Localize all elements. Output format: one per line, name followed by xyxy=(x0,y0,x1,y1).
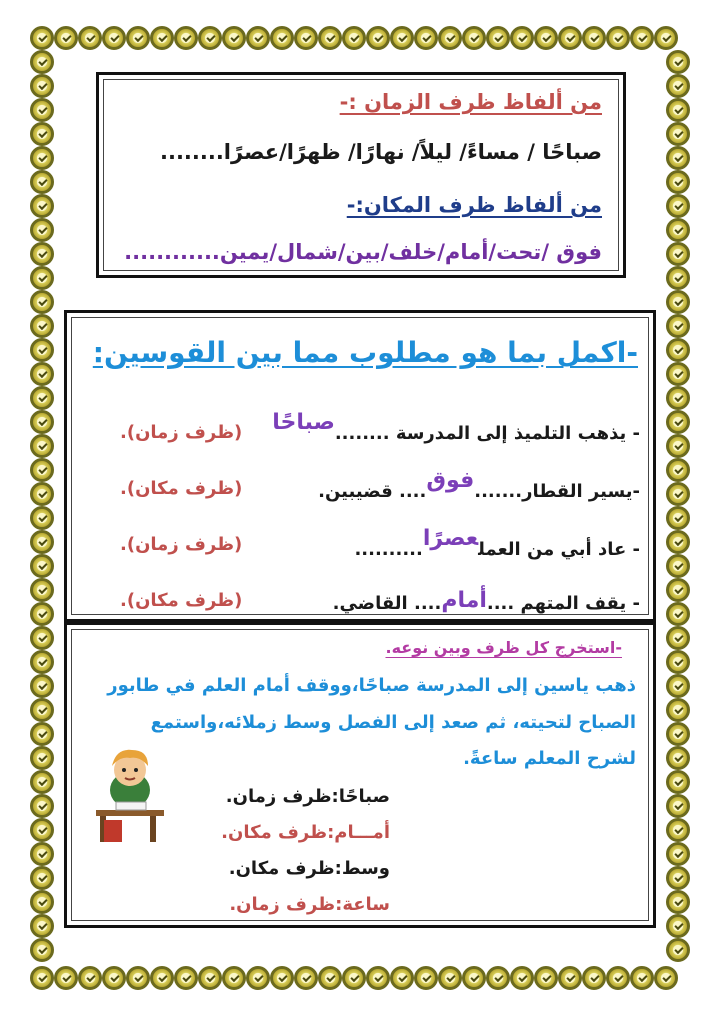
ring-icon xyxy=(438,26,462,50)
ring-icon xyxy=(666,698,690,722)
ring-icon xyxy=(30,866,54,890)
ring-icon xyxy=(510,966,534,990)
ring-icon xyxy=(30,554,54,578)
ring-icon xyxy=(30,146,54,170)
ring-icon xyxy=(414,26,438,50)
ring-icon xyxy=(366,26,390,50)
ring-icon xyxy=(126,26,150,50)
ring-icon xyxy=(174,966,198,990)
bottom-border xyxy=(30,966,678,990)
ring-icon xyxy=(666,770,690,794)
ring-icon xyxy=(78,966,102,990)
ring-icon xyxy=(666,458,690,482)
ring-icon xyxy=(438,966,462,990)
row-3-hint: (ظرف زمان). xyxy=(120,534,243,555)
time-words: صباحًا / مساءً/ ليلاً/ نهارًا/ ظهرًا/عصرًا........ xyxy=(159,140,602,164)
ring-icon xyxy=(666,50,690,74)
ring-icon xyxy=(30,122,54,146)
ring-icon xyxy=(666,506,690,530)
ring-icon xyxy=(30,698,54,722)
ring-icon xyxy=(270,966,294,990)
ring-icon xyxy=(30,194,54,218)
ring-icon xyxy=(666,170,690,194)
ring-icon xyxy=(666,218,690,242)
row-4-before: - يقف المتهم .... xyxy=(486,593,640,614)
paragraph-line-1: ذهب ياسين إلى المدرسة صباحًا،ووقف أمام العلم في طابور xyxy=(107,675,636,696)
ring-icon xyxy=(30,674,54,698)
ring-icon xyxy=(30,218,54,242)
ring-icon xyxy=(534,966,558,990)
time-heading: من ألفاظ ظرف الزمان :- xyxy=(339,90,602,114)
ring-icon xyxy=(342,966,366,990)
row-2 xyxy=(318,468,640,503)
row-1-before: - يذهب التلميذ إلى المدرسة ........ xyxy=(334,423,640,444)
ring-icon xyxy=(30,626,54,650)
ring-icon xyxy=(666,866,690,890)
place-heading: من ألفاظ ظرف المكان:- xyxy=(346,193,602,217)
ring-icon xyxy=(666,410,690,434)
ring-icon xyxy=(534,26,558,50)
answer-3: وسط:ظرف مكان. xyxy=(228,858,390,879)
ring-icon xyxy=(30,794,54,818)
ring-icon xyxy=(558,966,582,990)
ring-icon xyxy=(666,674,690,698)
right-border xyxy=(666,50,690,962)
ring-icon xyxy=(486,966,510,990)
ring-icon xyxy=(666,338,690,362)
ring-icon xyxy=(174,26,198,50)
ring-icon xyxy=(102,26,126,50)
place-words: فوق /تحت/أمام/خلف/بين/شمال/يمين............ xyxy=(124,240,602,264)
ring-icon xyxy=(462,966,486,990)
ring-icon xyxy=(318,966,342,990)
answer-2: أمـــام:ظرف مكان. xyxy=(221,822,390,843)
left-border xyxy=(30,50,54,962)
ring-icon xyxy=(666,722,690,746)
ring-icon xyxy=(30,746,54,770)
ring-icon xyxy=(294,26,318,50)
ring-icon xyxy=(30,818,54,842)
top-border xyxy=(30,26,678,50)
ring-icon xyxy=(54,966,78,990)
ring-icon xyxy=(630,26,654,50)
ring-icon xyxy=(390,966,414,990)
ring-icon xyxy=(630,966,654,990)
ring-icon xyxy=(342,26,366,50)
ring-icon xyxy=(666,650,690,674)
ring-icon xyxy=(30,914,54,938)
ring-icon xyxy=(30,362,54,386)
ring-icon xyxy=(270,26,294,50)
row-3-answer: عصرًا xyxy=(422,526,479,551)
row-2-after: .... قضيبين. xyxy=(318,481,427,502)
ring-icon xyxy=(150,26,174,50)
ring-icon xyxy=(30,290,54,314)
ring-icon xyxy=(294,966,318,990)
ring-icon xyxy=(666,530,690,554)
row-2-answer: فوق xyxy=(426,468,475,493)
ring-icon xyxy=(222,966,246,990)
ring-icon xyxy=(318,26,342,50)
ring-icon xyxy=(666,842,690,866)
ring-icon xyxy=(462,26,486,50)
ring-icon xyxy=(246,966,270,990)
ring-icon xyxy=(666,602,690,626)
ring-icon xyxy=(666,194,690,218)
row-2-hint: (ظرف مكان). xyxy=(120,478,243,499)
row-3-after: .......... xyxy=(354,539,423,560)
ring-icon xyxy=(666,482,690,506)
ring-icon xyxy=(30,98,54,122)
row-1-answer: صباحًا xyxy=(272,410,335,435)
ring-icon xyxy=(582,26,606,50)
ring-icon xyxy=(30,938,54,962)
row-2-before: -يسير القطار....... xyxy=(474,481,640,502)
ring-icon xyxy=(30,770,54,794)
row-4-hint: (ظرف مكان). xyxy=(120,590,243,611)
ring-icon xyxy=(666,266,690,290)
answer-4: ساعة:ظرف زمان. xyxy=(229,894,390,915)
row-4-answer: أمام xyxy=(441,588,487,613)
ring-icon xyxy=(30,578,54,602)
ring-icon xyxy=(666,386,690,410)
ring-icon xyxy=(222,26,246,50)
ring-icon xyxy=(54,26,78,50)
ring-icon xyxy=(30,650,54,674)
ring-icon xyxy=(30,434,54,458)
ring-icon xyxy=(30,602,54,626)
ring-icon xyxy=(126,966,150,990)
ring-icon xyxy=(510,26,534,50)
row-4-after: .... القاضي. xyxy=(332,593,442,614)
ring-icon xyxy=(666,578,690,602)
ring-icon xyxy=(654,966,678,990)
paragraph-line-3: لشرح المعلم ساعةً. xyxy=(463,748,636,769)
ring-icon xyxy=(666,818,690,842)
ring-icon xyxy=(246,26,270,50)
answer-1: صباحًا:ظرف زمان. xyxy=(225,786,390,807)
student-writing-icon xyxy=(90,740,170,850)
row-3-before: - عاد أبي من العمل xyxy=(478,539,640,560)
ring-icon xyxy=(198,26,222,50)
ring-icon xyxy=(30,482,54,506)
ring-icon xyxy=(150,966,174,990)
ring-icon xyxy=(666,434,690,458)
ring-icon xyxy=(666,890,690,914)
ring-icon xyxy=(366,966,390,990)
ring-icon xyxy=(414,966,438,990)
ring-icon xyxy=(654,26,678,50)
ring-icon xyxy=(30,314,54,338)
ring-icon xyxy=(666,626,690,650)
ring-icon xyxy=(558,26,582,50)
ring-icon xyxy=(30,50,54,74)
ring-icon xyxy=(30,266,54,290)
row-1 xyxy=(272,410,640,445)
ring-icon xyxy=(666,74,690,98)
ring-icon xyxy=(606,966,630,990)
ring-icon xyxy=(666,122,690,146)
ring-icon xyxy=(30,338,54,362)
ring-icon xyxy=(486,26,510,50)
complete-heading: -اكمل بما هو مطلوب مما بين القوسين: xyxy=(92,336,638,369)
row-4 xyxy=(333,590,640,615)
ring-icon xyxy=(30,530,54,554)
ring-icon xyxy=(666,290,690,314)
ring-icon xyxy=(666,914,690,938)
row-3 xyxy=(354,526,640,561)
ring-icon xyxy=(666,938,690,962)
ring-icon xyxy=(30,410,54,434)
ring-icon xyxy=(30,722,54,746)
ring-icon xyxy=(666,98,690,122)
ring-icon xyxy=(30,242,54,266)
ring-icon xyxy=(30,170,54,194)
row-1-hint: (ظرف زمان). xyxy=(120,422,243,443)
paragraph-line-2: الصباح لتحيته، ثم صعد إلى الفصل وسط زملائه،واستمع xyxy=(150,712,636,733)
ring-icon xyxy=(666,146,690,170)
ring-icon xyxy=(666,242,690,266)
ring-icon xyxy=(78,26,102,50)
ring-icon xyxy=(666,746,690,770)
ring-icon xyxy=(666,794,690,818)
ring-icon xyxy=(30,26,54,50)
ring-icon xyxy=(30,74,54,98)
ring-icon xyxy=(390,26,414,50)
ring-icon xyxy=(666,314,690,338)
ring-icon xyxy=(606,26,630,50)
ring-icon xyxy=(102,966,126,990)
ring-icon xyxy=(30,506,54,530)
ring-icon xyxy=(30,458,54,482)
ring-icon xyxy=(198,966,222,990)
ring-icon xyxy=(582,966,606,990)
ring-icon xyxy=(666,554,690,578)
ring-icon xyxy=(30,386,54,410)
ring-icon xyxy=(30,890,54,914)
ring-icon xyxy=(30,842,54,866)
ring-icon xyxy=(666,362,690,386)
ring-icon xyxy=(30,966,54,990)
extract-heading: -استخرج كل ظرف وبين نوعه. xyxy=(385,638,622,657)
